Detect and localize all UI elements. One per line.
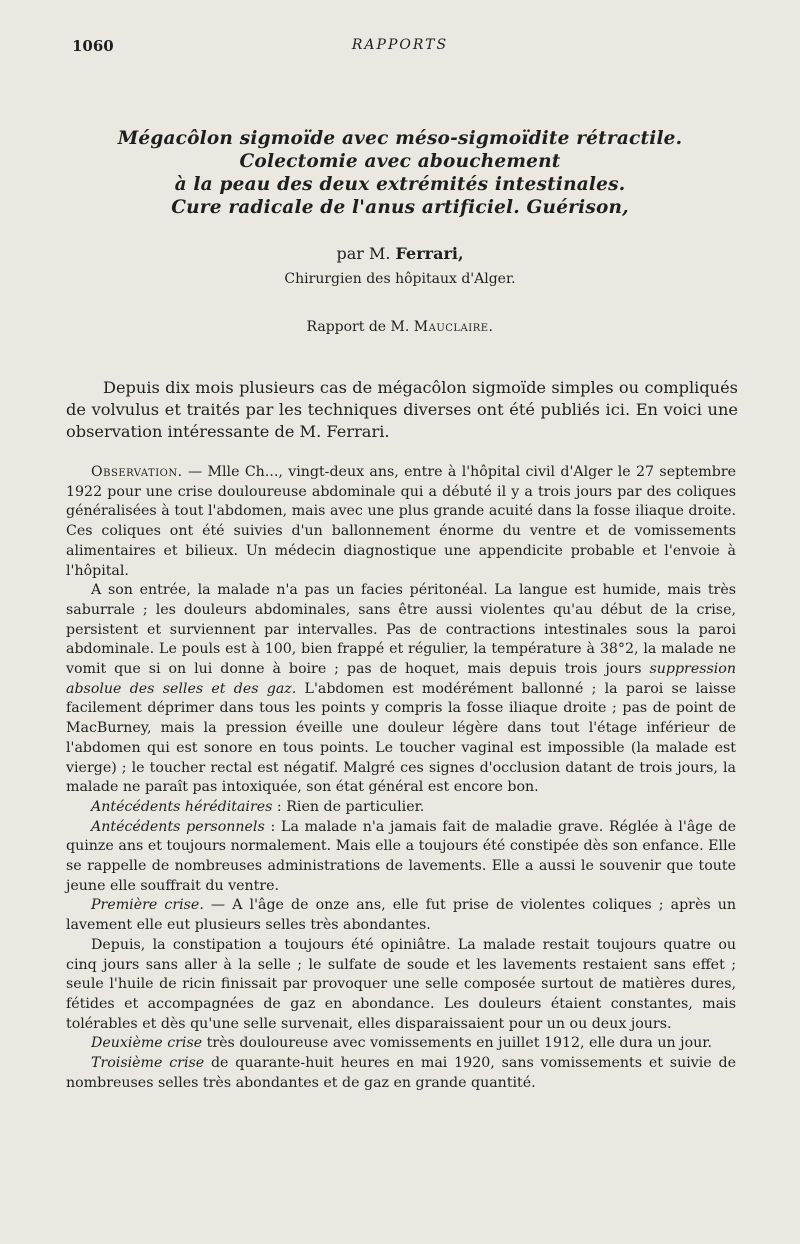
author-affiliation: Chirurgien des hôpitaux d'Alger. bbox=[284, 271, 516, 287]
entry-text-2: L'abdomen est modérément ballonné ; la paroi se laisse facilement déprimer dans tous les points y compris la fosse iliaque droite ; pas de point de MacBurney, mais la pression éveille une douleur légère dans tout l'étage inférieur de l'abdomen qui est sonore en tous points. Le toucher vaginal est impossible (la malade est vierge) ; le toucher rectal est négatif. Malgré ces signes d'occlusion datant de trois jours, la malade ne paraît pas intoxiquée, son état général est encore bon. bbox=[66, 680, 736, 796]
author-name: Ferrari, bbox=[395, 244, 464, 263]
entry-paragraph bbox=[66, 581, 736, 798]
hereditary-paragraph bbox=[66, 798, 736, 818]
page-number: 1060 bbox=[72, 37, 114, 55]
title-line: à la peau des deux extrémités intestinales. bbox=[174, 174, 626, 195]
intro-paragraph bbox=[66, 377, 738, 443]
byline-prefix: par M. bbox=[336, 244, 391, 263]
title-line: Mégacôlon sigmoïde avec méso-sigmoïdite rétractile. bbox=[117, 128, 683, 149]
constipation-paragraph: Depuis, la constipation a toujours été opiniâtre. La malade restait toujours quatre ou cinq jours sans aller à la selle ; le sulfate de soude et les lavements restaient sans effet ; seule l'huile de ricin finissait par provoquer une selle composée surtout de matières dures, fétides et accompagnées de gaz en abondance. Les douleurs étaient constantes, mais tolérables et dès qu'une selle survenait, elles disparaissaient pour un ou deux jours. bbox=[66, 936, 736, 1032]
first-crisis-paragraph bbox=[66, 896, 736, 935]
observation-label: Observation. bbox=[91, 464, 183, 480]
title-line: Colectomie avec abouchement bbox=[239, 151, 561, 172]
hereditary-label: Antécédents héréditaires bbox=[91, 798, 273, 815]
third-crisis-paragraph bbox=[66, 1054, 736, 1093]
observation-text: — Mlle Ch..., vingt-deux ans, entre à l'hôpital civil d'Alger le 27 septembre 1922 pour une crise douloureuse abdominale qui a débuté il y a trois jours par des coliques généralisées à tout l'abdomen, mais avec une plus grande acuité dans la fosse iliaque droite. Ces coliques ont été suivies d'un ballonnement énorme du ventre et de vomissements alimentaires et bilieux. Un médecin diagnostique une appendicite probable et l'envoie à l'hôpital. bbox=[66, 464, 736, 579]
second-crisis-text: très douloureuse avec vomissements en juillet 1912, elle dura un jour. bbox=[202, 1035, 712, 1052]
first-crisis-label: Première crise. bbox=[91, 897, 204, 914]
article-title bbox=[60, 127, 740, 219]
byline bbox=[0, 244, 800, 263]
entry-text-1: A son entrée, la malade n'a pas un facies péritonéal. La langue est humide, mais très saburrale ; les douleurs abdominales, sans être aussi violentes qu'au début de la crise, persistent et surviennent par intervalles. Pas de contractions intestinales sous la paroi abdominale. Le pouls est à 100, bien frappé et régulier, la température à 38°2, la malade ne vomit que si on lui donne à boire ; pas de hoquet, mais depuis trois jours bbox=[66, 582, 736, 678]
observation-body bbox=[66, 463, 736, 1094]
second-crisis-paragraph bbox=[66, 1034, 736, 1054]
third-crisis-label: Troisième crise bbox=[91, 1055, 205, 1072]
section-heading: RAPPORTS bbox=[351, 37, 449, 53]
intro-text: Depuis dix mois plusieurs cas de mégacôlon sigmoïde simples ou compliqués de volvulus et traités par les techniques diverses ont été publiés ici. En voici une observation intéressante de M. Ferrari. bbox=[66, 378, 738, 441]
first-crisis-text: — A l'âge de onze ans, elle fut prise de violentes coliques ; après un lavement elle eut plusieurs selles très abondantes. bbox=[66, 897, 736, 934]
running-head bbox=[72, 37, 728, 57]
entry-emphasis: suppression absolue des selles et des gaz. bbox=[66, 661, 736, 697]
personal-paragraph bbox=[66, 818, 736, 897]
report-prefix: Rapport de M. bbox=[306, 319, 410, 335]
report-line bbox=[0, 319, 800, 335]
personal-label: Antécédents personnels bbox=[91, 818, 265, 835]
third-crisis-text: de quarante-huit heures en mai 1920, sans vomissements et suivie de nombreuses selles très abondantes et de gaz en grande quantité. bbox=[66, 1055, 736, 1091]
title-line: Cure radicale de l'anus artificiel. Guérison, bbox=[171, 197, 629, 218]
observation-paragraph bbox=[66, 463, 736, 581]
reporter-name: Mauclaire. bbox=[413, 319, 494, 335]
second-crisis-label: Deuxième crise bbox=[91, 1035, 203, 1052]
personal-text: : La malade n'a jamais fait de maladie grave. Réglée à l'âge de quinze ans et toujours normalement. Mais elle a toujours été constipée dès son enfance. Elle se rappelle de nombreuses administrations de lavements. Elle a aussi le souvenir que toute jeune elle souffrait du ventre. bbox=[66, 818, 736, 894]
hereditary-text: : Rien de particulier. bbox=[272, 798, 425, 815]
